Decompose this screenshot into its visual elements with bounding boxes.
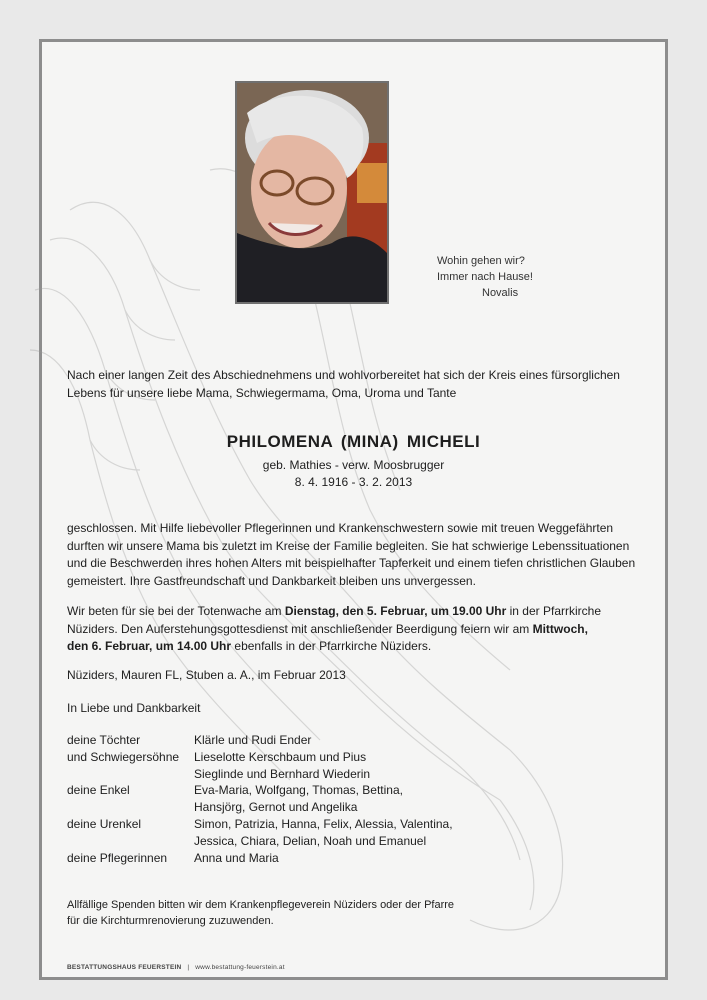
- body-text: [67, 520, 635, 590]
- footer: [67, 964, 285, 971]
- service-line: den 6. Februar, um 14.00 Uhr ebenfalls in der Pfarrkirche Nüziders.: [67, 639, 432, 653]
- family-role: deine Pflegerinnen: [67, 850, 168, 865]
- donations-note: [67, 897, 454, 929]
- body-line: und die Beschwerden ihres hohen Alters mit beispielhafter Tapferkeit und einem tiefen christlichen Glauben: [67, 556, 636, 570]
- family-role: deine Töchter: [67, 733, 141, 747]
- closing-line: In Liebe und Dankbarkeit: [67, 701, 201, 715]
- quote-author: Novalis: [482, 287, 519, 299]
- birth-names: geb. Mathies - verw. Moosbrugger: [262, 458, 445, 472]
- quote-line-2: Immer nach Hause!: [437, 271, 533, 283]
- family-role: deine Urenkel: [67, 817, 142, 831]
- family-role: deine Enkel: [67, 783, 130, 798]
- family-members: Simon, Patrizia, Hanna, Felix, Alessia, Valentina,: [194, 817, 453, 831]
- body-line: geschlossen. Mit Hilfe liebevoller Pflegerinnen und Krankenschwestern sowie mit treuen Weggefährten: [67, 521, 614, 535]
- company-name: BESTATTUNGSHAUS FEUERSTEIN: [67, 964, 182, 971]
- place-date: Nüziders, Mauren FL, Stuben a. A., im Februar 2013: [67, 668, 346, 682]
- footer-separator: |: [187, 964, 190, 971]
- deceased-name: PHILOMENA (MINA) MICHELI: [226, 432, 481, 451]
- family-members: Jessica, Chiara, Delian, Noah und Emanuel: [194, 833, 427, 848]
- intro-line: Lebens für unsere liebe Mama, Schwiegermama, Oma, Uroma und Tante: [67, 385, 457, 400]
- family-members: Lieselotte Kerschbaum und Pius: [194, 749, 367, 764]
- quote: [437, 253, 533, 301]
- portrait-photo: [235, 81, 389, 304]
- service-details: [67, 603, 601, 656]
- service-line: Nüziders. Den Auferstehungsgottesdienst mit anschließender Beerdigung feiern wir am Mittwoch,: [67, 621, 588, 636]
- family-members: Hansjörg, Gernot und Angelika: [194, 800, 358, 815]
- donations-line: für die Kirchturmrenovierung zuzuwenden.: [67, 915, 274, 927]
- family-members: Klärle und Rudi Ender: [194, 733, 312, 747]
- quote-line-1: Wohin gehen wir?: [437, 255, 525, 267]
- service-line: Wir beten für sie bei der Totenwache am Dienstag, den 5. Februar, um 19.00 Uhr in der Pfarrkirche: [67, 604, 601, 618]
- donations-line: Allfällige Spenden bitten wir dem Krankenpflegeverein Nüziders oder der Pfarre: [67, 899, 455, 911]
- life-dates: 8. 4. 1916 - 3. 2. 2013: [294, 475, 413, 489]
- company-website[interactable]: www.bestattung-feuerstein.at: [195, 964, 285, 971]
- body-line: durften wir unsere Mama bis zuletzt im Kreise der Familie begleiten. Sie hat schwierige Lebenssituationen: [67, 538, 630, 553]
- family-members: Anna und Maria: [194, 850, 279, 865]
- family-members: Sieglinde und Bernhard Wiederin: [194, 766, 371, 781]
- intro-text: [67, 367, 620, 402]
- family-members: Eva-Maria, Wolfgang, Thomas, Bettina,: [194, 783, 403, 798]
- intro-line: Nach einer langen Zeit des Abschiednehmens und wohlvorbereitet hat sich der Kreis eines fürsorglichen: [67, 368, 620, 382]
- body-line: gemeistert. Ihre Gastfreundschaft und Dankbarkeit bleiben uns unvergessen.: [67, 573, 476, 588]
- family-role: und Schwiegersöhne: [67, 749, 180, 764]
